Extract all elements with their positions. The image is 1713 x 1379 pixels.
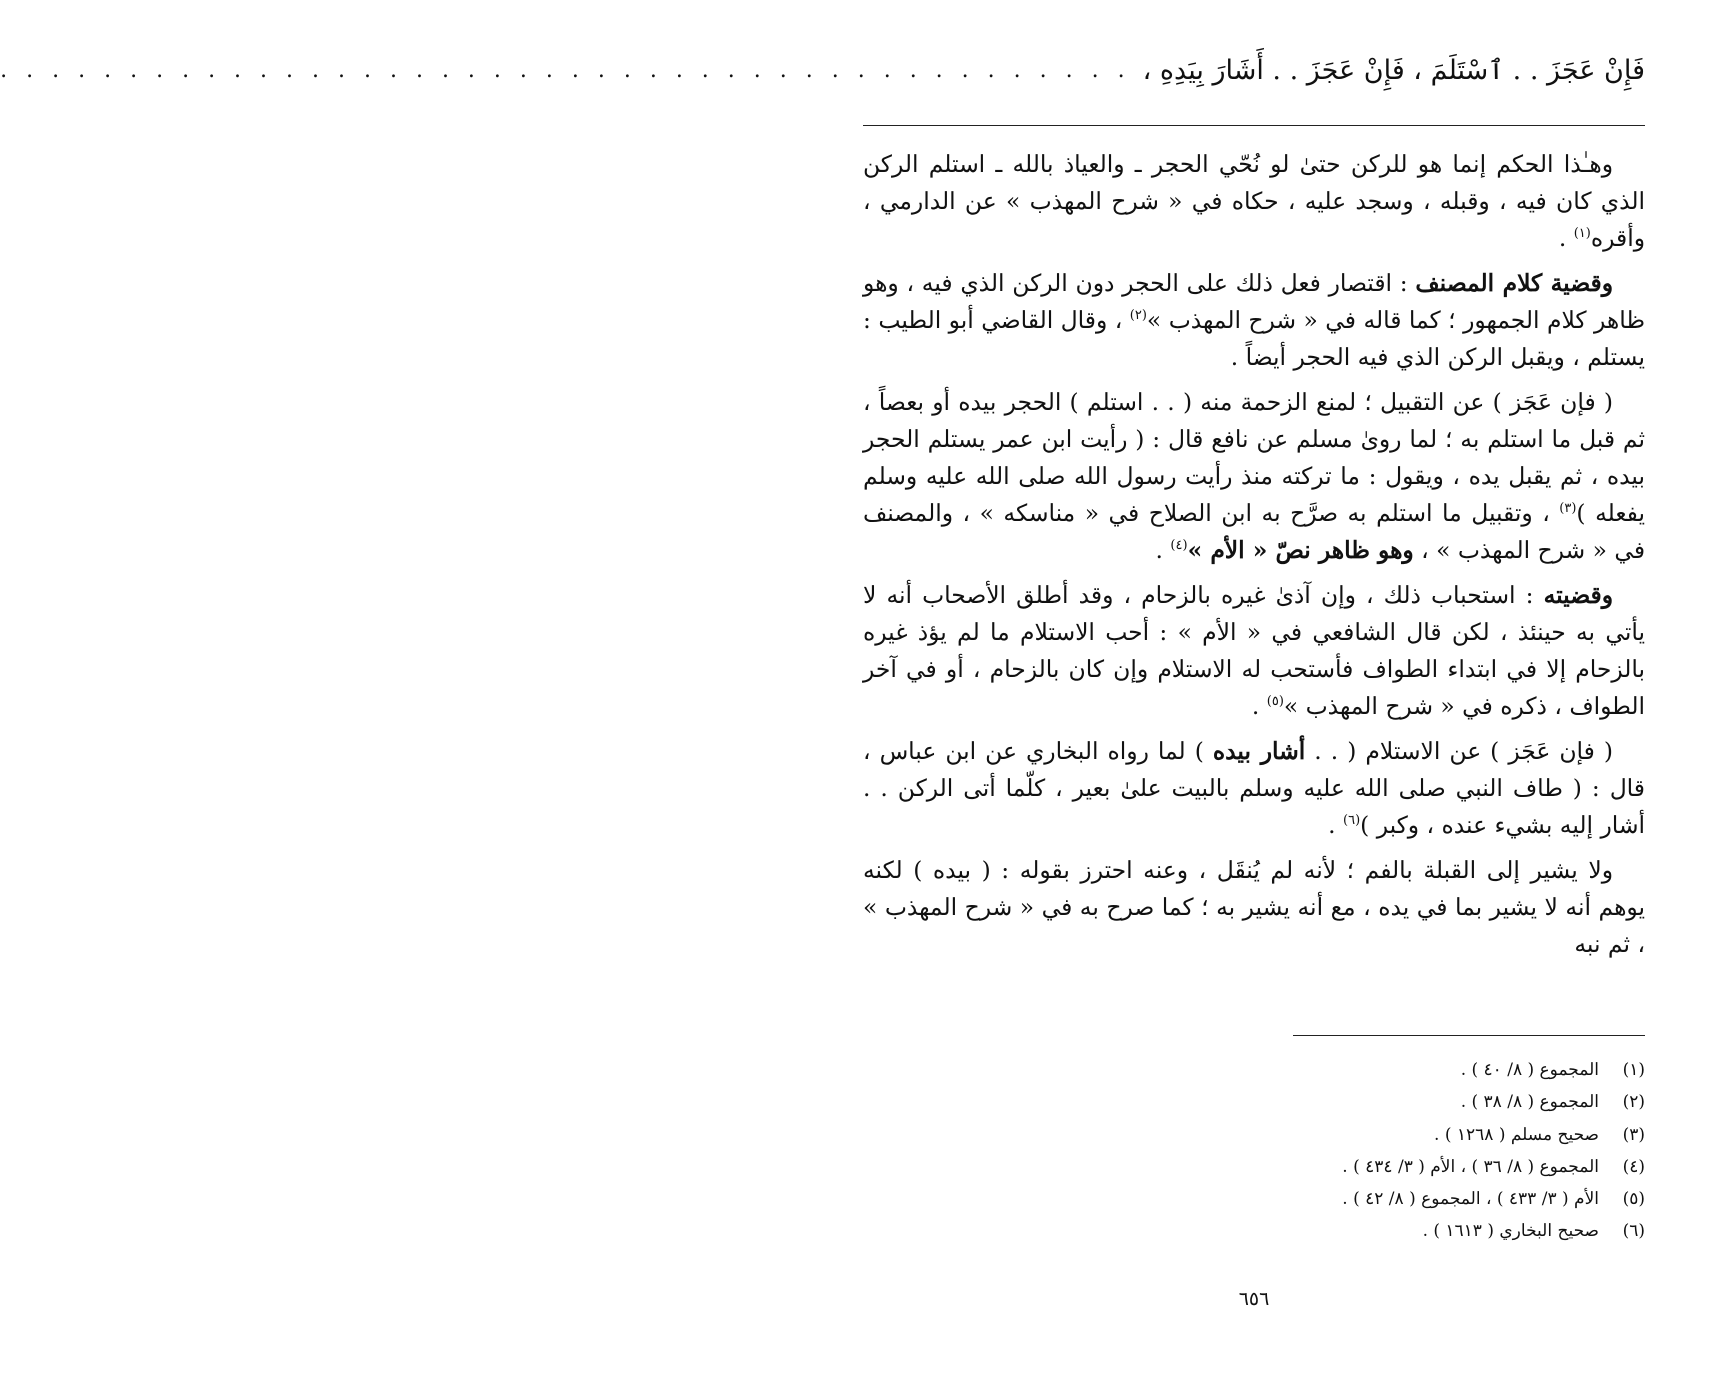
- text-run: : استحباب ذلك ، وإن آذىٰ غيره بالزحام ، وقد أطلق الأصحاب أنه لا يأتي به حينئذ ، لكن قال الشافعي في « الأم » : أحب الاستلام ما لم يؤذ غيره بالزحام إلا في ابتداء الطواف فأستحب له الاستلام وإن كان بالزحام ، أو في آخر الطواف ، ذكره في « شرح المهذب »: [863, 581, 1645, 720]
- footnote: [863, 1151, 1645, 1183]
- paragraph: [863, 384, 1645, 569]
- footnote-number: (٣): [1622, 1124, 1645, 1145]
- bold-lemma: وقضيته: [1543, 581, 1613, 609]
- footnote-text: المجموع ( ٨/ ٤٠ ) .: [1460, 1060, 1599, 1080]
- footnote-text: صحيح مسلم ( ١٢٦٨ ) .: [1434, 1124, 1599, 1145]
- footnote-reference: (٤): [1170, 538, 1188, 554]
- footnote: [863, 1119, 1645, 1151]
- bold-lemma: وهو ظاهر نصّ « الأم »: [1187, 536, 1414, 564]
- footnote-reference: (٢): [1129, 308, 1147, 324]
- footnote-number: (٥): [1622, 1189, 1645, 1210]
- footnote: [863, 1183, 1645, 1215]
- footnote-text: المجموع ( ٨/ ٣٨ ) .: [1460, 1092, 1599, 1113]
- header-dot-leader: . . . . . . . . . . . . . . . . . . . . . . . . . . . . . . . . . . . . . . . . . . . .: [0, 57, 1131, 83]
- text-run: .: [1558, 224, 1574, 252]
- footnote-divider: [1293, 1035, 1645, 1036]
- footnote-text: المجموع ( ٨/ ٣٦ ) ، الأم ( ٣/ ٤٣٤ ) .: [1342, 1156, 1599, 1177]
- footnote: [863, 1086, 1645, 1118]
- bold-lemma: أشار بيده: [1212, 737, 1306, 765]
- text-run: .: [1328, 811, 1343, 839]
- main-text: [863, 146, 1645, 971]
- text-run: ( فإن عَجَز ) عن التقبيل ؛ لمنع الزحمة منه ( . . استلم ) الحجر بيده أو بعصاً ، ثم قبل ما استلم به ؛ لما روىٰ مسلم عن نافع قال : ( رأيت ابن عمر يستلم الحجر بيده ، ثم يقبل يده ، ويقول : ما تركته منذ رأيت رسول الله صلى الله عليه وسلم يفعله ): [863, 388, 1645, 527]
- text-run: ( فإن عَجَز ) عن الاستلام ( . .: [1305, 737, 1613, 765]
- footnote-text: الأم ( ٣/ ٤٣٣ ) ، المجموع ( ٨/ ٤٢ ) .: [1342, 1189, 1599, 1210]
- footnote-text: صحيح البخاري ( ١٦١٣ ) .: [1422, 1221, 1599, 1242]
- text-run: وهـٰذا الحكم إنما هو للركن حتىٰ لو نُحّي الحجر ـ والعياذ بالله ـ استلم الركن الذي كان فيه ، وقبله ، وسجد عليه ، حكاه في « شرح المهذب » عن الدارمي ، وأقره: [863, 150, 1645, 252]
- bold-lemma: وقضية كلام المصنف: [1415, 269, 1613, 297]
- footnotes: [863, 1054, 1645, 1248]
- text-run: ، وتقبيل ما استلم به صرَّح به ابن الصلاح في « مناسكه » ، والمصنف في « شرح المهذب » ،: [863, 499, 1645, 564]
- running-head-text: فَإِنْ عَجَزَ . . ٱسْتَلَمَ ، فَإِنْ عَجَزَ . . أَشَارَ بِيَدِهِ ،: [1142, 54, 1645, 86]
- paragraph: [863, 577, 1645, 725]
- footnote-reference: (١): [1573, 226, 1591, 242]
- text-run: .: [1155, 536, 1171, 564]
- text-run: .: [1251, 692, 1267, 720]
- paragraph: [863, 265, 1645, 376]
- footnote-number: (٦): [1622, 1221, 1645, 1242]
- header-divider: [863, 125, 1645, 126]
- text-run: ) لما رواه البخاري عن ابن عباس ، قال : ( طاف النبي صلى الله عليه وسلم بالبيت علىٰ بعير ، كلّما أتى الركن . . أشار إليه بشيء عنده ، وكبر ): [863, 737, 1645, 839]
- text-run: ولا يشير إلى القبلة بالفم ؛ لأنه لم يُنقَل ، وعنه احترز بقوله : ( بيده ) لكنه يوهم أنه لا يشير بما في يده ، مع أنه يشير به ؛ كما صرح به في « شرح المهذب » ، ثم نبه: [863, 856, 1645, 958]
- running-header: [0, 48, 1645, 92]
- paragraph: [863, 733, 1645, 844]
- paragraph: [863, 146, 1645, 257]
- text-run: : اقتصار فعل ذلك على الحجر دون الركن الذي فيه ، وهو ظاهر كلام الجمهور ؛ كما قاله في « شرح المهذب »: [863, 269, 1645, 334]
- footnote: [863, 1215, 1645, 1247]
- footnote-number: (٤): [1622, 1156, 1645, 1177]
- footnote-number: (١): [1622, 1060, 1645, 1080]
- footnote: [863, 1054, 1645, 1086]
- footnote-number: (٢): [1622, 1092, 1645, 1113]
- text-run: ، وقال القاضي أبو الطيب : يستلم ، ويقبل الركن الذي فيه الحجر أيضاً .: [863, 306, 1645, 371]
- paragraph: [863, 852, 1645, 963]
- footnote-reference: (٥): [1266, 694, 1284, 710]
- footnote-reference: (٣): [1559, 501, 1577, 517]
- page-number: ٦٥٦: [1238, 1288, 1270, 1310]
- footnote-reference: (٦): [1343, 813, 1361, 829]
